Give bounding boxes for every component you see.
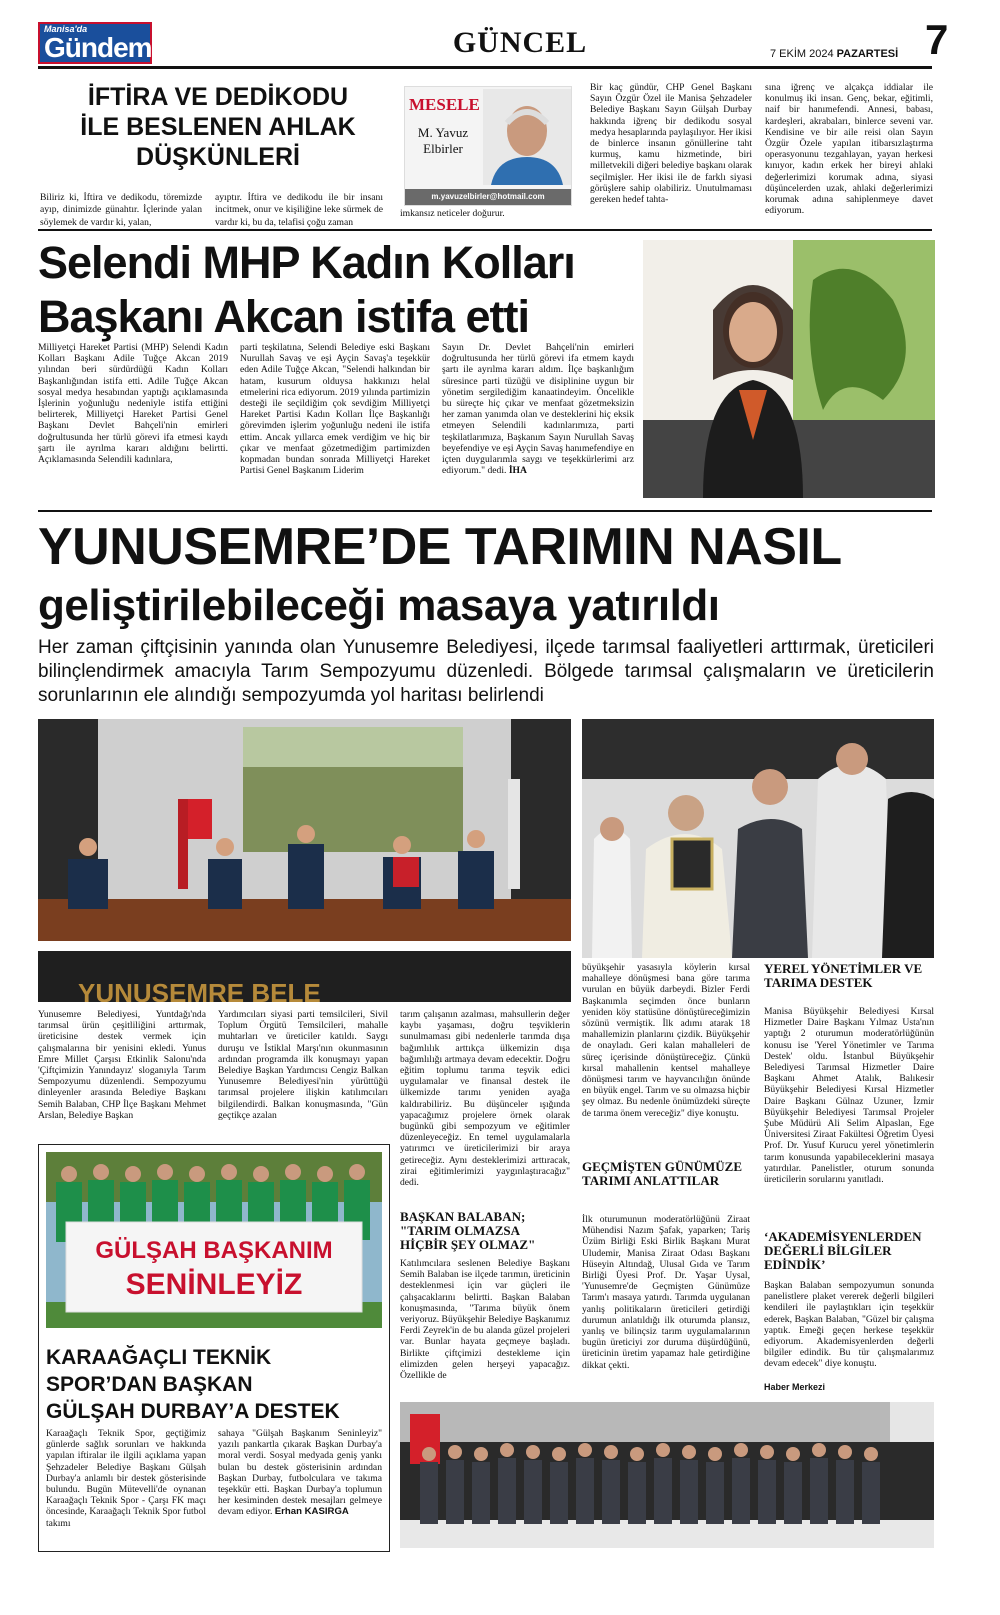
karaagacli-text-2-body: sahaya "Gülşah Başkanım Seninleyiz" yazılı pankartla çıkarak Başkan Durbay'a moral verdi. Sosyal medyada geniş yankı bulan bu destek gösterisinin ardından Başkan Durbay, futbolculara ve takıma teşekkür etti. Başkan Durbay'a toplumun her kesiminden destek mesajları gelmeye devam ediyor.	[218, 1428, 382, 1518]
symposium-stage-photo	[38, 719, 571, 1002]
column-text-2: ayıptır. İftira ve dedikodu ile bir insanı incitmek, onur ve kişiliğine leke sürmek de vardır ki, bu da, telafisi çoğu zaman	[215, 192, 383, 228]
tarim-text-3: tarım çalışanın azalması, mahsullerin değer kaybı yaşaması, doğru teşviklerin sunulmaması gibi nedenlerle tarımda dışa bağımlılık arttıkça ülkemizin dışa bağımlılığı artmaya devam edecektir. Doğru eğitim toplumu tarıma teşvik edici uygulamalar ve finansal destek ile ülkemizde tarımı yeniden ayağa kaldırabiliriz. Bu düşünceler ışığında yapacağımız projelere örnek olarak bugünkü gibi sempozyum ve eğitimler düzenleyeceğiz. En temel uygulamalarla yatırımcı ve üreticilerimizi bir araya getireceğiz. Aynı desteklerimizi arttıracak, zirai eğitimlerimizi yaygınlaştıracağız" dedi.	[400, 1009, 570, 1189]
karaagacli-headline-line: SPOR’DAN BAŞKAN	[46, 1373, 253, 1396]
mhp-text-2: parti teşkilatına, Selendi Belediye eski Başkanı Nurullah Savaş ve eşi Ayçin Savaş'a teşekkür eden Adile Tuğçe Akcan, "Selendi halkından bir hatam, kusurum olduysa hakkınızı helal etmelerini rica ediyorum. 2019 yılında partimizin desteği ile seçildiğim çok sevdiğim Milliyetçi Hareket Partisi Kadın Kolları İlçe Başkanlığı görevimden işlerim yoğunluğu nedeni ile istifa ettim. Ancak yıllarca emek verdiğim ve hiç bir çıkar ve menfaat gözetmediğim partimizden kopmadan bundan sonrada Milliyetçi Hareket Partisi Genel Başkanım Liderim	[240, 342, 430, 477]
mhp-headline	[38, 236, 638, 344]
mhp-headline-line: Selendi MHP Kadın Kolları	[38, 237, 575, 288]
column-headline-line: İLE BESLENEN AHLAK	[80, 113, 356, 141]
author-last: Elbirler	[423, 141, 463, 156]
logo-tagline: Manisa'da	[44, 24, 88, 34]
section-rule-2	[38, 510, 932, 512]
tarim-text-4: büyükşehir yasasıyla köylerin kırsal mahalleye dönüşmesi bana göre tarıma vurulan en büyük darbeydi. Bizler Ferdi Başkanımla seçimden önce bunların yeniden köy statüsüne dönüştüreceğimizin sözünü vermiştik. İlk adımı atarak 18 mahallemizin planlarını çizdik. Büyükşehir de onayladı. Geri kalan mahalleleri de süreç içerisinde dönüştüreceğiz. Çünkü kırsal mahallenin kentsel mahalleye dönüşmesi tarım ve hayvancılığın önünde en büyük engel. Tarım ve su olmazsa hiçbir şey olmaz. Bu nedenle önümüzdeki süreçte de tarıma önem vereceğiz" diye konuştu.	[582, 962, 750, 1119]
column-text-5: sına iğrenç ve alçakça iddialar ile konulmuş iki insan. Genç, bekar, eğitimli, naif bir hanımefendi. Annesi, babası, kardeşleri, akrabaları, binlerce seveni var. Kendisine ve bir aile reisi olan Sayın Özgür Özele yapılan itibarsızlaştırma operasyonunu tezgahlayan, yayan herkesi kınıyor, kadın erkek her bireyi ahlaki değerlerimizi korumak adına, siyasi düşüncelerden uzak, ahlaki değerlerimizi korumak adına sahiplenmeye davet ediyorum.	[765, 82, 933, 217]
section-rule-1	[38, 229, 932, 231]
mhp-text-3	[442, 342, 634, 476]
banner-line-1: GÜLŞAH BAŞKANIM	[95, 1237, 333, 1264]
author-email[interactable]: m.yavuzelbirler@hotmail.com	[405, 189, 571, 205]
akcan-photo	[643, 240, 935, 498]
tarim-spot: Her zaman çiftçisinin yanında olan Yunusemre Belediyesi, ilçede tarımsal faaliyetleri arttırmak, üreticileri bilinçlendirmek amacıyla Tarım Sempozyumu düzenledi. Bölgede tarımsal çalışmaların ve üreticilerin sorunlarının ele alındığı sempozyumda yol haritası belirlendi	[38, 637, 934, 706]
karaagacli-headline	[46, 1344, 386, 1425]
author-box	[404, 86, 572, 206]
column-text-3: imkansız neticeler doğurur.	[400, 208, 505, 219]
date-text: 7 EKİM 2024	[770, 48, 834, 60]
tarim-text-5b: Başkan Balaban sempozyumun sonunda panelistlere plaket vererek değerli bilgileri kendileri ile paylaştıkları için teşekkür ederek, Başkan Balaban, "Güzel bir çalışma yaptık. Emeği geçen herkese teşekkür ediyorum. Akademisyenlerden değerli bilgiler edindik. Bu tür çalışmalarımız devam edecek" diye konuştu.	[764, 1280, 934, 1370]
tarim-text-2: Yardımcıları siyasi parti temsilcileri, Sivil Toplum Örgütü Temsilcileri, mahalle muhtarları ve üreticiler katıldı. Saygı duruşu ve İstiklal Marşı'nın okunmasının ardından programda ilk konuşmayı yapan Belediye Başkan Yardımcısı Cengiz Balkan Yunusemre Belediyesi'nin yürüttüğü tarımsal projelere ilişkin katılımcıları bilgilendirdi. Balkan konuşmasında, "Gün geçtikçe azalan	[218, 1009, 388, 1121]
football-team-photo	[46, 1152, 382, 1328]
column-headline-line: DÜŞKÜNLERİ	[136, 143, 300, 171]
karaagacli-text-1: Karaağaçlı Teknik Spor, geçtiğimiz günlerde sağlık sorunları ve hakkında yapılan iftiralar ile ilgili açıklama yapan Şehzadeler Belediye Başkanı Gülşah Durbay'a anlamlı bir destek gösterisinde bulundu. Bugün Mütevelli'de oynanan Karaağaçlı Teknik Spor - Çarşı FK maçı öncesinde, Karaağaçlı Teknik Spor futbol takımı	[46, 1428, 206, 1529]
tarim-text-1: Yunusemre Belediyesi, Yuntdağı'nda tarımsal ürün çeşitliliğini arttırmak, üreticisine destek vermek için çalışmalarına bir yenisini ekledi. Yunus Emre Millet Çarşısı Etkinlik Salonu'nda 'Çiftçimizin Yanındayız' sloganıyla Tarım Sempozyumu düzenlendi. Sempozyumu dinleyenler arasında Belediye Başkanı Semih Balaban, CHP İlçe Başkanı Mehmet Arslan, Belediye Başkan	[38, 1009, 206, 1121]
tarim-subhead-3: YEREL YÖNETİMLER VE TARIMA DESTEK	[764, 961, 923, 990]
karaagacli-byline: Erhan KASIRGA	[274, 1506, 349, 1518]
issue-date	[770, 48, 898, 60]
karaagacli-headline-line: KARAAĞAÇLI TEKNİK	[46, 1346, 272, 1369]
tarim-text-3b: Katılımcılara seslenen Belediye Başkanı Semih Balaban ise ilçede tarımın, üreticinin desteklenmesi için var güçleri ile çalışacaklarını belirtti. Başkan Balaban konuşmasında, "Tarıma büyük önem veriyoruz. Büyükşehir Belediye Başkanımız Ferdi Zeyrek'in de bu alanda güzel projeleri var. Bunlar hayata geçmeye başladı. Birlikte çiftçimizi destekleme için elimizden gelen herşeyi yapacağız. Özellikle de	[400, 1258, 570, 1382]
column-tag: MESELE	[409, 95, 480, 114]
masthead-rule	[38, 66, 932, 69]
day-text: PAZARTESİ	[836, 48, 899, 60]
tarim-byline: Haber Merkezi	[764, 1382, 826, 1392]
page-number: 7	[925, 16, 949, 63]
column-headline	[58, 82, 378, 172]
author-name	[411, 125, 475, 157]
author-portrait	[483, 89, 571, 185]
mhp-text-3-body: Sayın Dr. Devlet Bahçeli'nin emirleri doğrultusunda her türlü görevi ifa etmem kaydı şartı ile ayrılma kararı aldım. İlçe başkanlığım süresince parti tüzüğü ve disiplinine uygun bir yönetim sergilediğim kanaatindeyim. Öncelikle bu süreçte hiç çıkar ve menfaat gözetmeksizin her zaman yanımda olan ve desteklerini hiç eksik etmeyen Selendili kadınlarımıza, parti teşkilatlarımıza, Başkanım Sayın Nurullah Savaş beyefendiye ve eşi Ayçin Savaş hanımefendiye en içten duygularımla saygı ve teşekkürlerimi arz ediyorum." dedi.	[442, 342, 634, 477]
column-text-1: Biliriz ki, İftira ve dedikodu, töremizde ayıp, dinimizde günahtır. İçlerinde yalan söylemek de vardır ki, yalan,	[40, 192, 202, 228]
tarim-text-4b: İlk oturumunun moderatörlüğünü Ziraat Mühendisi Nazım Şafak, yaparken; Tariş Üzüm Birliği Eski Birlik Başkanı Murat Uludemir, Manisa Ziraat Odası Başkanı Hüseyin Altındağ, Ulusal Gıda ve Tarım Birliği Üyesi Prof. Dr. Yaşar Uysal, 'Yunusemre'de Geçmişten Günümüze Tarım'ı masaya yatırdı. Tarımda uygulanan yanlış politikaların üreticileri getirdiği durumun anlatıldığı ilk oturumda plansız, yanlış ve bilinçsiz tarım uygulamalarının bugün üreticiyi zor duruma düşürdüğünü, üreticinin üretim yapamaz hale getirdiğine dikkat çekti.	[582, 1214, 750, 1371]
mhp-headline-line: Başkanı Akcan istifa etti	[38, 291, 530, 342]
group-photo	[400, 1402, 934, 1548]
author-first: M. Yavuz	[417, 125, 469, 140]
karaagacli-headline-line: GÜLŞAH DURBAY’A DESTEK	[46, 1400, 340, 1423]
section-title: GÜNCEL	[452, 26, 588, 59]
karaagacli-text-2	[218, 1428, 382, 1518]
stage-banner-text: YUNUSEMRE BELE	[78, 978, 321, 1002]
tarim-headline-2: geliştirilebileceği masaya yatırıldı	[38, 581, 720, 630]
tarim-headline-1: YUNUSEMRE’DE TARIMIN NASIL	[38, 518, 842, 576]
tarim-subhead-2: GEÇMİŞTEN GÜNÜMÜZE TARIMI ANLATTILAR	[582, 1159, 742, 1188]
column-headline-line: İFTİRA VE DEDİKODU	[87, 83, 349, 111]
tarim-subhead-1: BAŞKAN BALABAN; "TARIM OLMAZSA HİÇBİR ŞEY OLMAZ"	[400, 1209, 536, 1252]
tarim-text-5: Manisa Büyükşehir Belediyesi Kırsal Hizmetler Daire Başkanı Yılmaz Usta'nın yaptığı 2 oturumun moderatörlüğünün konusu ise 'Yerel Yönetimler ve Tarıma Destek' oldu. İstanbul Büyükşehir Belediyesi Tarımsal Hizmetler Daire Başkanı Ahmet Atalık, Balıkesir Büyükşehir Belediyesi Kırsal Hizmetler Daire Başkanı Gülnaz Uzuner, İzmir Büyükşehir Belediyesi Tarımsal Projeler Şube Müdürü Ali Selim Alpaslan, Ege Üniversitesi Ziraat Fakültesi Öğretim Üyesi Prof. Dr. Yusuf Kurucu yerel yönetimlerin tarım konusunda yapabileceklerini masaya yatırdılar. Panelistler, oturum sonunda üreticilerin sorularını yanıtladı.	[764, 1006, 934, 1186]
mhp-text-1: Milliyetçi Hareket Partisi (MHP) Selendi Kadın Kolları Başkanı Adile Tuğçe Akcan 2019 yılından beri sürdürdüğü Kadın Kolları Başkanlığından istifa etti. Adile Tuğçe Akcan sosyal medya hesabından yaptığı açıklamasında İşlerinin yoğunluğu nedeniyle istifa ettiğini belirterek, Milliyetçi Hareket Partisi Genel Başkanı Devlet Bahçeli'nin emirleri doğrultusunda her türlü görevi ifa etmesi kaydı şartı ile ayrılma kararı aldığını belirtti. Açıklamasında Selendili kadınlara,	[38, 342, 228, 466]
mhp-agency: İHA	[508, 465, 527, 477]
logo-wordmark: Gündem	[44, 32, 152, 63]
plaque-ceremony-photo	[582, 719, 934, 958]
banner-line-2: SENİNLEYİZ	[125, 1268, 303, 1301]
column-text-4: Bir kaç gündür, CHP Genel Başkanı Sayın Özgür Özel ile Manisa Şehzadeler Belediye Başkanı Sayın Gülşah Durbay hakkında iğrenç bir dedikodu sosyal medya hesaplarında paylaşılıyor. Her ikisi de binlerce insanın gönüllerine taht kurmuş, kamu hizmetinde, biri milletvekili diğeri belediye başkanı olarak seçilmişler. Her ikisi ile de farklı siyasi görüşlere sahip olabiliriz. Unutulmaması gereken hedef tahta-	[590, 82, 752, 206]
gundem-logo[interactable]	[38, 22, 152, 64]
tarim-subhead-4: ‘AKADEMİSYENLERDEN DEĞERLİ BİLGİLER EDİNDİK’	[764, 1229, 922, 1272]
